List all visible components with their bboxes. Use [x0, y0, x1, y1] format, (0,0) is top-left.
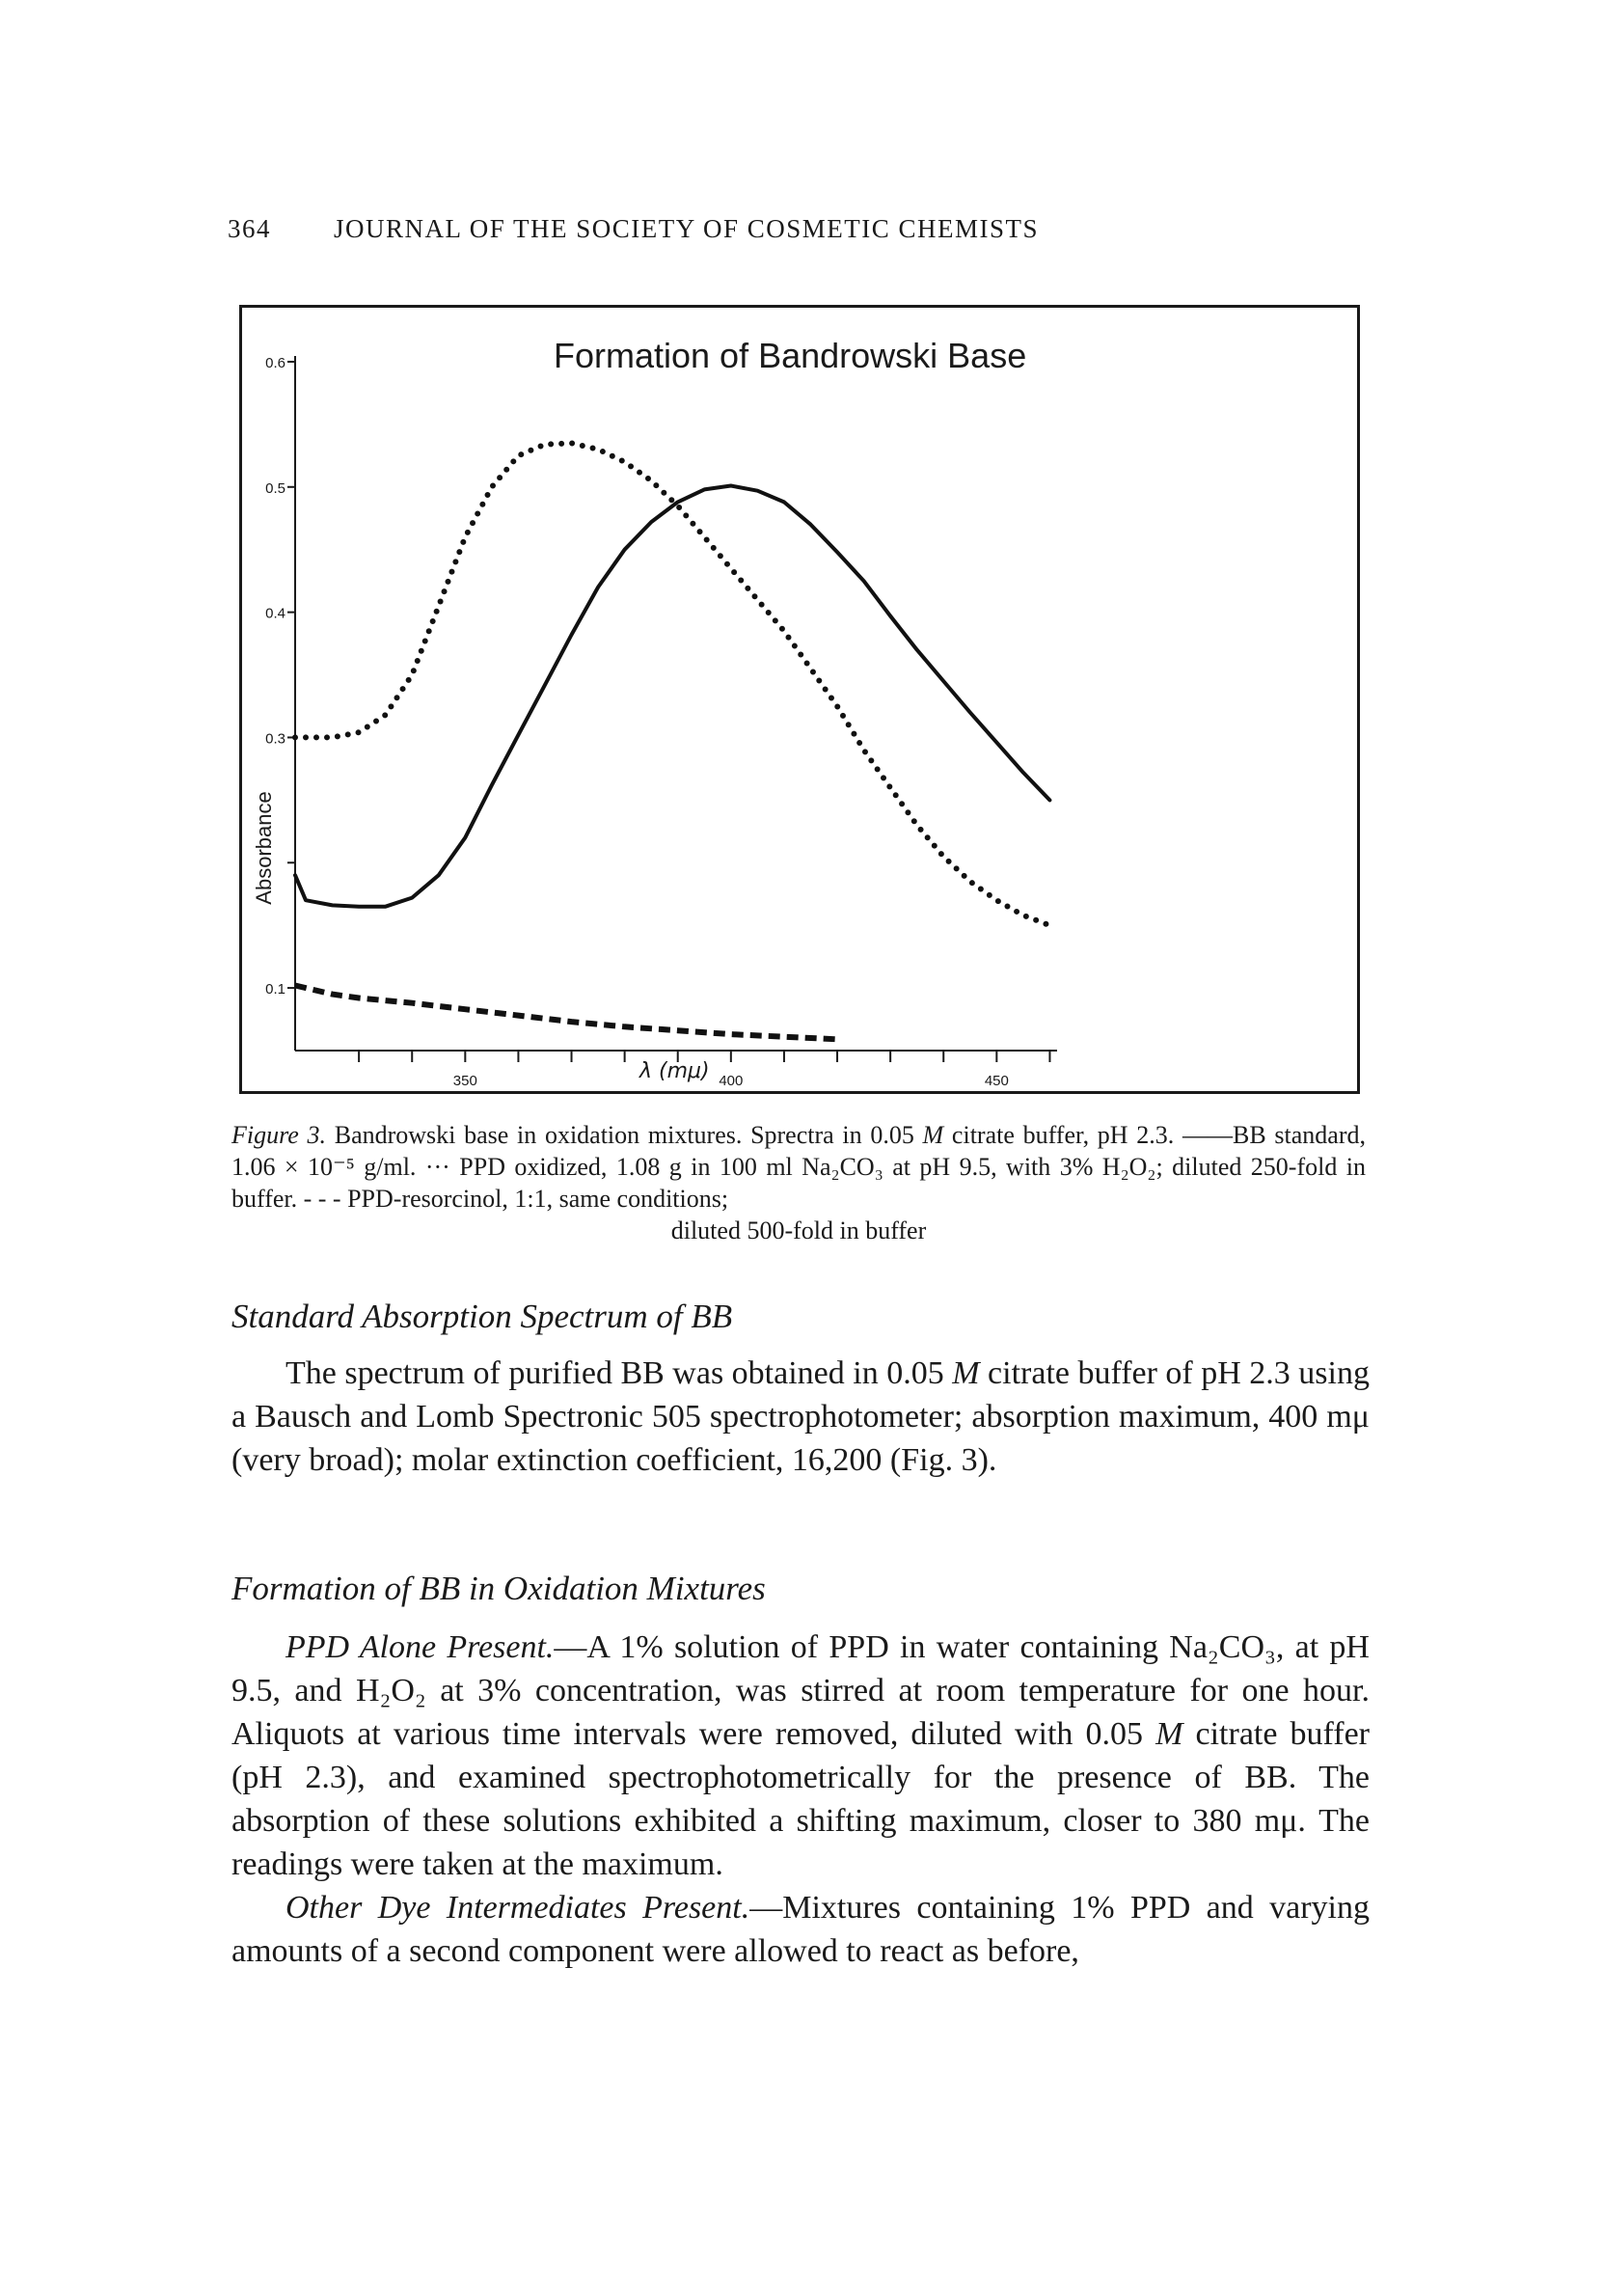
figure-3 [239, 305, 1360, 1094]
y-tick-label: 0.4 [265, 605, 285, 622]
series-line-ppd-oxidized [295, 443, 1049, 925]
x-axis-label: λ (mμ) [639, 1059, 710, 1083]
x-tick-label: 350 [452, 1073, 477, 1089]
chart-title: Formation of Bandrowski Base [554, 336, 1027, 375]
caption-text-2: citrate buffer, pH 2.3. ——BB standard, 1.06 × 10⁻⁵ g/ml. ··· PPD oxidized, 1.08 g in 100 ml Na₂CO₃ at pH 9.5, with 3% H₂O₂; diluted 250-fold in buffer. - - - PPD-resorcinol, 1:1, same conditions; [231, 1121, 1366, 1213]
paragraph-text: —A 1% solution of PPD in water containing Na₂CO₃, at pH 9.5, and H₂O₂ at 3% concentration, was stirred at room temperature for one hour. Aliquots at various time intervals were removed, diluted with 0.05 [231, 1629, 1370, 1752]
journal-title: JOURNAL OF THE SOCIETY OF COSMETIC CHEMISTS [334, 214, 1040, 243]
run-in-heading: PPD Alone Present. [285, 1629, 555, 1665]
chart-series [295, 443, 1049, 1039]
caption-label: Figure 3. [231, 1121, 327, 1149]
paragraph [231, 1886, 1370, 1973]
paragraph [231, 1352, 1370, 1482]
chart-axes [265, 355, 1057, 1089]
page-number: 364 [228, 214, 271, 243]
y-axis-label: Absorbance [252, 791, 276, 905]
molar-unit: M [1155, 1716, 1183, 1752]
section-heading: Standard Absorption Spectrum of BB [231, 1298, 733, 1335]
paragraph-text: citrate buffer (pH 2.3), and examined spectrophotometrically for the presence of BB. The absorption of these solutions exhibited a shifting maximum, closer to 380 mμ. The readings were taken at the maximum. [231, 1716, 1370, 1882]
paragraph-text: The spectrum of purified BB was obtained in 0.05 [285, 1355, 953, 1391]
paragraph-text: citrate buffer of pH 2.3 using a Bausch and Lomb Spectronic 505 spectrophotometer; absorption maximum, 400 mμ (very broad); molar extinction coefficient, 16,200 (Fig. 3). [231, 1355, 1370, 1478]
paragraph-text: —Mixtures containing 1% PPD and varying amounts of a second component were allowed to react as before, [231, 1890, 1370, 1969]
running-header [228, 214, 1289, 244]
y-tick-label: 0.6 [265, 354, 285, 371]
run-in-heading: Other Dye Intermediates Present. [285, 1890, 750, 1926]
paragraph [231, 1626, 1370, 1886]
section-standard-spectrum [231, 1295, 1370, 1482]
x-tick-label: 400 [719, 1073, 744, 1089]
series-line-ppd-resorcinol [295, 986, 837, 1040]
y-tick-label: 0.3 [265, 730, 285, 748]
section-formation-bb [231, 1567, 1370, 1973]
section-heading: Formation of BB in Oxidation Mixtures [231, 1570, 766, 1607]
x-tick-label: 450 [984, 1073, 1009, 1089]
caption-text-1: Bandrowski base in oxidation mixtures. Sprectra in 0.05 [326, 1121, 923, 1149]
series-line-bb-standard [295, 486, 1049, 907]
caption-text-3: diluted 500-fold in buffer [670, 1216, 927, 1244]
absorbance-chart [242, 308, 1357, 1091]
figure-caption [231, 1119, 1366, 1246]
caption-molar: M [922, 1121, 944, 1149]
y-tick-label: 0.1 [265, 981, 285, 998]
y-tick-label: 0.5 [265, 479, 285, 497]
molar-unit: M [952, 1355, 980, 1391]
